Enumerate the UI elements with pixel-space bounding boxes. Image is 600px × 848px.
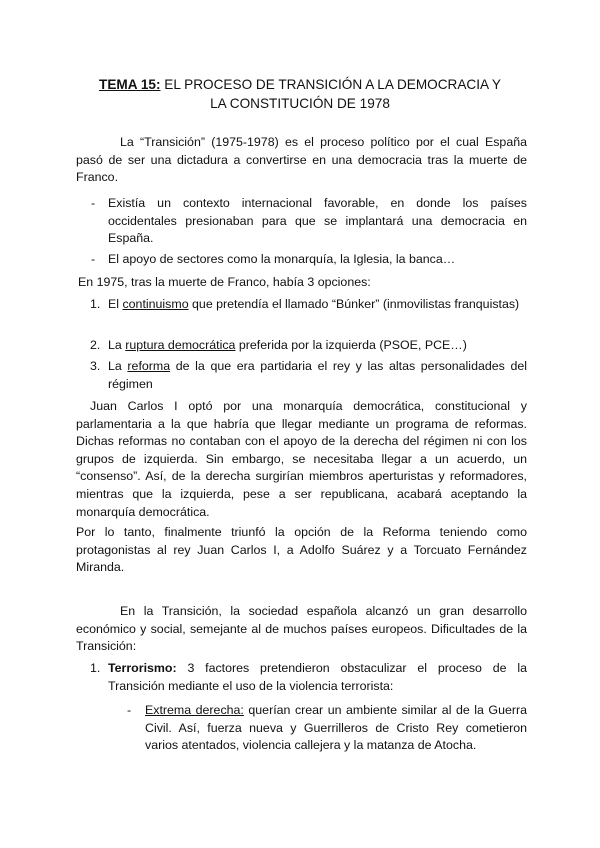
option-ruptura [108, 337, 527, 355]
option-term: continuismo [122, 297, 189, 311]
option-text: El [108, 297, 123, 311]
title-topic-number: TEMA 15: [99, 77, 161, 92]
bullet-dash: - [127, 703, 132, 717]
context-bullet-2: El apoyo de sectores como la monarquía, la Iglesia, la banca… [108, 252, 456, 266]
option-number: 1. [90, 297, 101, 311]
page-title [60, 76, 540, 113]
bullet-dash: - [91, 196, 96, 210]
intro-paragraph: La “Transición” (1975-1978) es el proceso político por el cual España pasó de ser una dictadura a convertirse en una democracia tras la muerte de Franco. [76, 135, 527, 185]
title-text: EL PROCESO DE TRANSICIÓN A LA DEMOCRACIA Y [160, 77, 501, 92]
juan-carlos-paragraph: Juan Carlos I optó por una monarquía democrática, constitucional y parlamentaria a la que habría que llegar mediante un programa de reformas. Dichas reformas no contaban con el apoyo de la derecha del régimen ni con los grupos de izquierda. Sin embargo, se necesitaba llegar a un acuerdo, un “consenso”. Así, de la derecha surgirían miembros aperturistas y reformadores, mientras que la izquierda, pese a ser republicana, acabará aceptando la monarquía democrática. [76, 399, 527, 519]
terrorism-text: 3 factores pretendieron obstaculizar el proceso de la Transición mediante el uso de la violencia terrorista: [108, 661, 527, 693]
option-text: que pretendía el llamado “Búnker” (inmovilistas franquistas) [188, 297, 520, 311]
terrorism-label: Terrorismo: [108, 661, 177, 675]
extreme-right-label: Extrema derecha: [145, 703, 244, 717]
options-intro: En 1975, tras la muerte de Franco, había 3 opciones: [78, 275, 371, 289]
option-number: 2. [90, 338, 101, 352]
extreme-right-item [145, 702, 527, 755]
conclusion-paragraph: Por lo tanto, finalmente triunfó la opción de la Reforma teniendo como protagonistas al rey Juan Carlos I, a Adolfo Suárez y a Torcuato Fernández Miranda. [76, 525, 527, 575]
title-text-line2: LA CONSTITUCIÓN DE 1978 [210, 95, 390, 111]
option-text: La [108, 359, 128, 373]
bullet-dash: - [91, 252, 96, 266]
option-continuismo [108, 296, 527, 314]
list-number: 1. [90, 661, 101, 675]
context-bullet-1: Existía un contexto internacional favorable, en donde los países occidentales presionaban para que se implantará una democracia en España. [108, 196, 527, 246]
extreme-right-text: querían crear un ambiente similar al de la Guerra Civil. Así, fuerza nueva y Guerrilleros de Cristo Rey cometieron varios atentados, violencia callejera y la matanza de Atocha. [145, 703, 527, 753]
option-term: reforma [127, 359, 171, 373]
option-text: de la que era partidaria el rey y las altas personalidades del régimen [108, 359, 527, 391]
option-number: 3. [90, 359, 101, 373]
terrorism-item [108, 660, 527, 695]
option-term: ruptura democrática [125, 338, 236, 352]
difficulties-paragraph: En la Transición, la sociedad española alcanzó un gran desarrollo económico y social, semejante al de muchos países europeos. Dificultades de la Transición: [76, 604, 527, 654]
option-text: preferida por la izquierda (PSOE, PCE…) [235, 338, 467, 352]
option-text: La [108, 338, 126, 352]
option-reforma [108, 358, 527, 393]
